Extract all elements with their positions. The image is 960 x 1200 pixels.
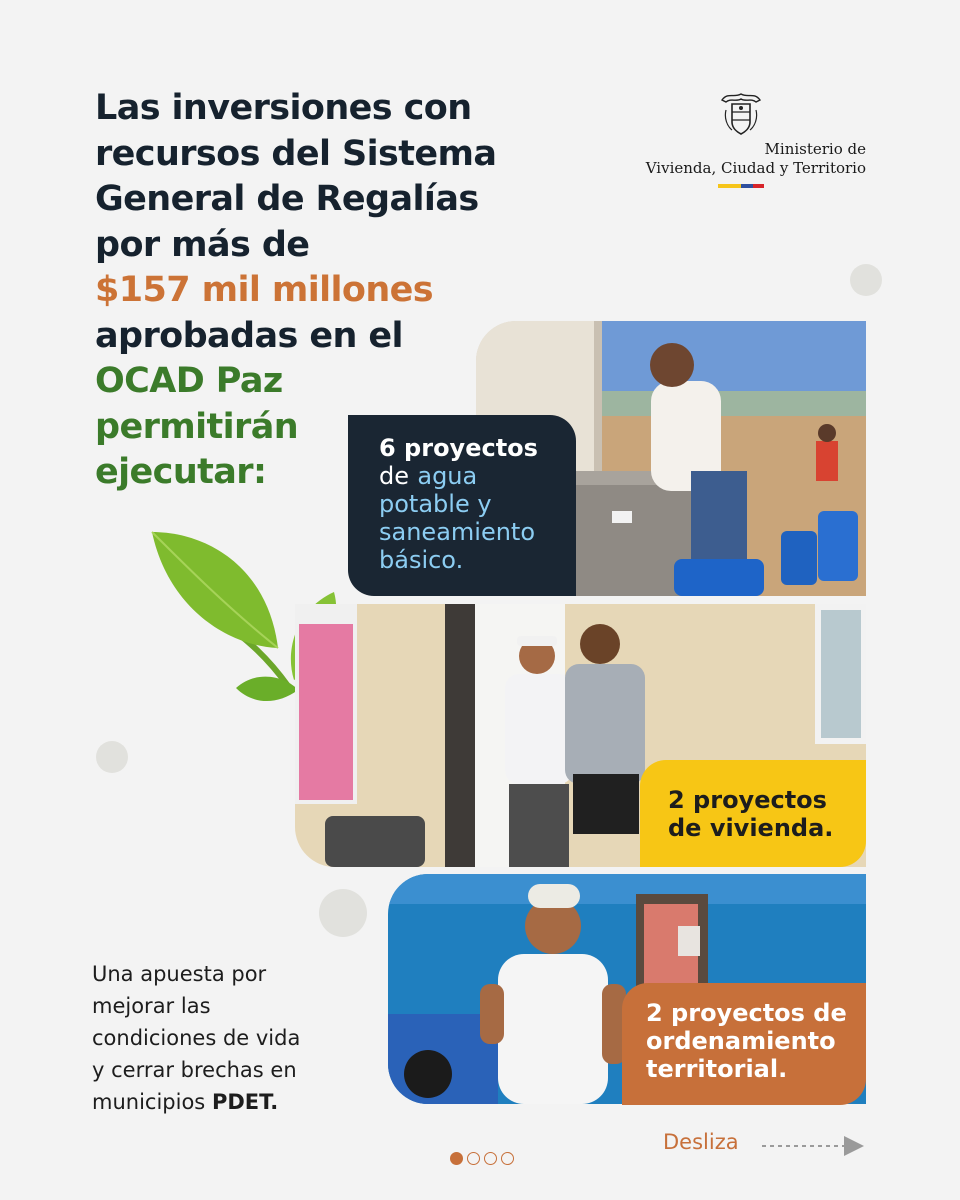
tagline-line: condiciones de vida: [92, 1026, 301, 1050]
water-projects-label: [348, 415, 576, 596]
tagline-line: mejorar las: [92, 994, 211, 1018]
ministry-name: [646, 140, 866, 178]
housing-projects-label: [640, 760, 866, 867]
headline-line: General de Regalías: [95, 179, 479, 219]
territory-projects-label: [622, 983, 866, 1105]
page-dot[interactable]: [484, 1152, 497, 1165]
flag-blue: [741, 184, 753, 188]
territory-projects-line: territorial.: [646, 1055, 788, 1083]
pagination: [450, 1152, 514, 1165]
flag-red: [753, 184, 764, 188]
water-projects-highlight: agua: [417, 462, 478, 490]
ministry-name-line: Vivienda, Ciudad y Territorio: [645, 159, 866, 177]
tagline-line: [92, 1086, 352, 1118]
housing-projects-line: 2 proyectos: [668, 786, 827, 814]
water-projects-prefix: de: [379, 462, 409, 490]
water-projects-highlight: potable y: [379, 490, 492, 518]
tagline-line: Una apuesta por: [92, 962, 267, 986]
swipe-label[interactable]: Desliza: [663, 1130, 739, 1154]
decorative-circle: [319, 889, 367, 937]
water-projects-line: [379, 462, 558, 490]
coat-of-arms-icon: [718, 88, 764, 138]
pdet-highlight: PDET.: [211, 1090, 279, 1114]
decorative-circle: [850, 264, 882, 296]
territory-projects-line: ordenamiento: [646, 1027, 836, 1055]
headline-line: recursos del Sistema: [95, 133, 497, 174]
investment-amount: $157 mil millones: [95, 270, 434, 310]
tagline: [92, 958, 352, 1118]
headline-line: aprobadas en el: [95, 315, 403, 356]
water-projects-count: 6 proyectos: [379, 434, 538, 462]
housing-projects-line: de vivienda.: [668, 814, 834, 842]
tagline-prefix: municipios: [92, 1090, 206, 1114]
flag-yellow: [718, 184, 741, 188]
ministry-logo: [600, 88, 880, 198]
page-dot[interactable]: [467, 1152, 480, 1165]
ocad-highlight: permitirán: [95, 406, 299, 447]
tagline-line: y cerrar brechas en: [92, 1058, 297, 1082]
page-dot-active[interactable]: [450, 1152, 463, 1165]
headline-line: Las inversiones con: [95, 88, 472, 128]
ministry-name-line: Ministerio de: [764, 140, 866, 158]
headline-line: por más de: [95, 224, 310, 265]
swipe-arrow-icon[interactable]: [758, 1133, 868, 1159]
water-projects-highlight: básico.: [379, 546, 464, 574]
territory-projects-line: 2 proyectos de: [646, 999, 847, 1027]
ocad-highlight: OCAD Paz: [95, 361, 283, 401]
water-projects-highlight: saneamiento: [379, 518, 536, 546]
ocad-highlight: ejecutar:: [95, 452, 267, 492]
colombia-flag-stripe: [718, 184, 764, 188]
decorative-circle: [96, 741, 128, 773]
page-dot[interactable]: [501, 1152, 514, 1165]
